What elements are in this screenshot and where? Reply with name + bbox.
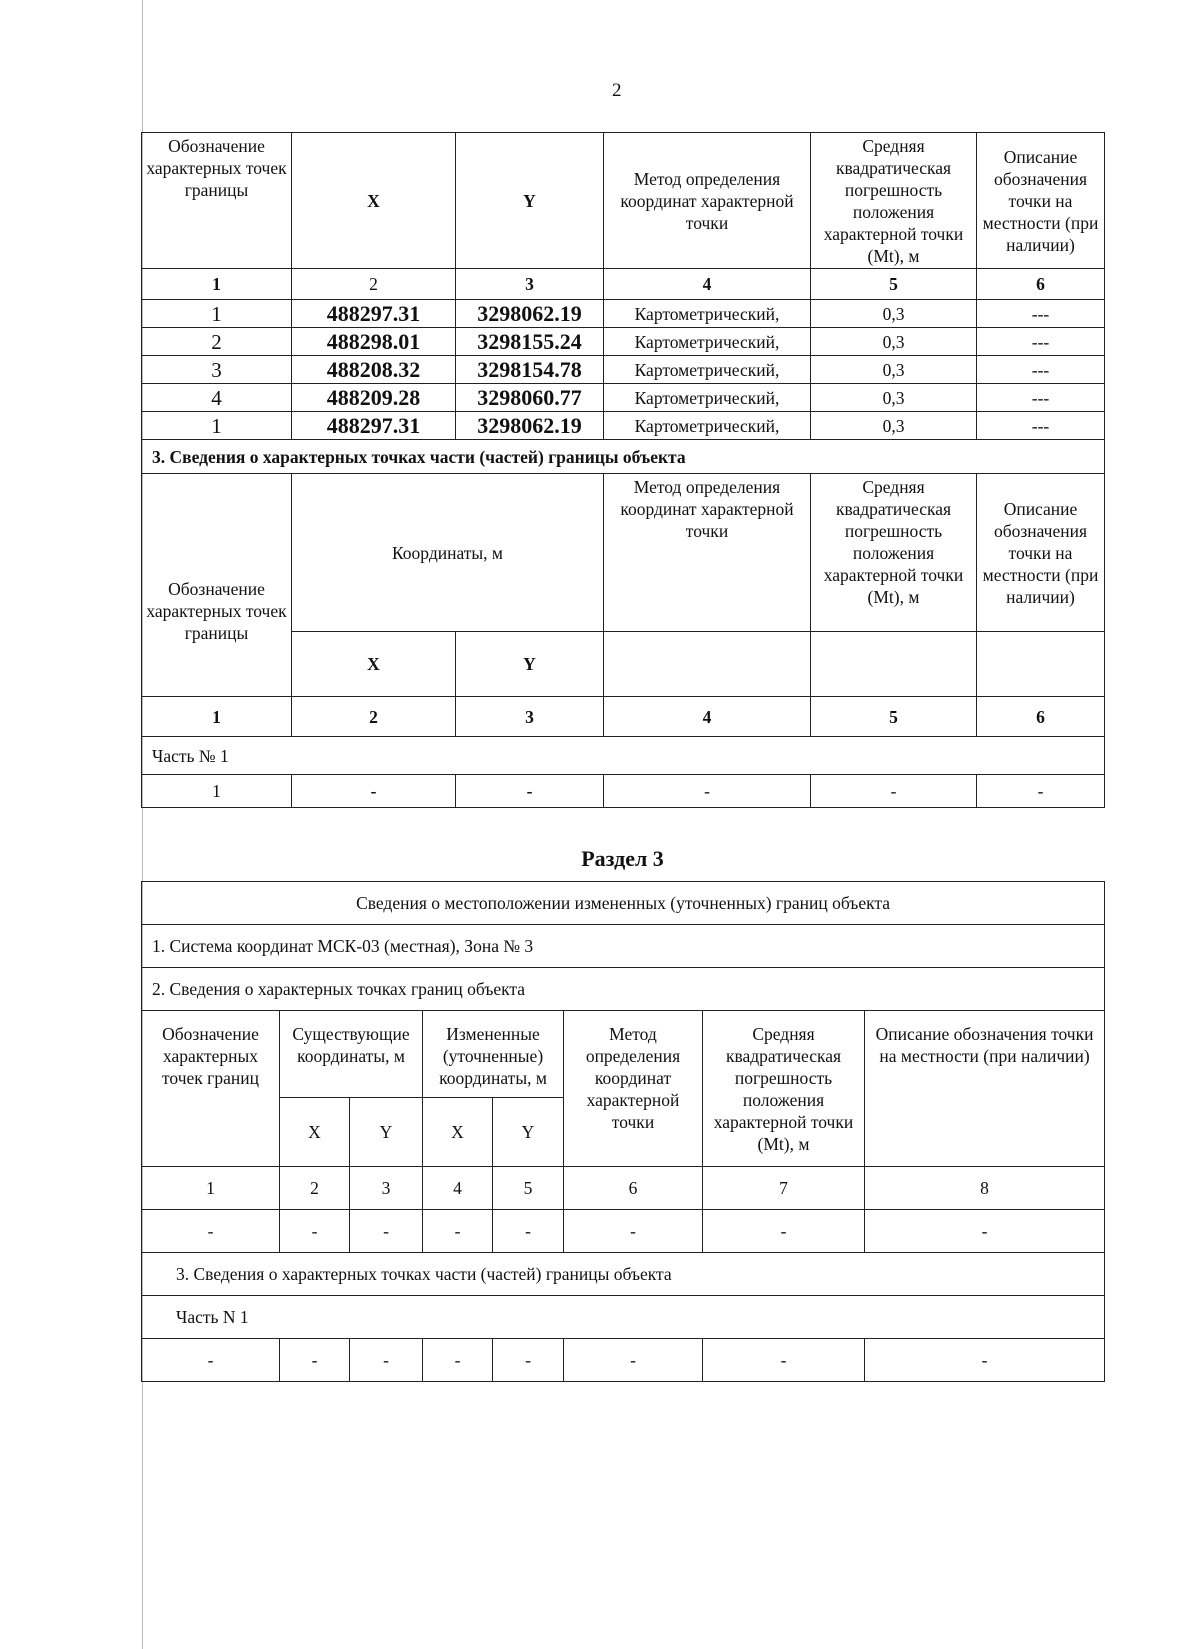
coord-y: 3298060.77: [456, 384, 604, 412]
parts-heading: 3. Сведения о характерных точках части (частей) границы объекта: [142, 1253, 1105, 1296]
coordinate-system: 1. Система координат МСК-03 (местная), Зона № 3: [142, 925, 1105, 968]
description: -: [977, 775, 1105, 808]
col-header-designation: Обозначение характерных точек границ: [142, 1011, 280, 1167]
column-number: 4: [604, 269, 811, 300]
col-header-method: Метод определения координат характерной точки: [604, 133, 811, 269]
table-row: [142, 1339, 1105, 1382]
table-cell: -: [703, 1339, 865, 1382]
column-numbers-row: [142, 269, 1105, 300]
col-header-coordinates: Координаты, м: [292, 474, 604, 632]
coord-y: 3298062.19: [456, 412, 604, 440]
table-row: [142, 356, 1105, 384]
table-cell: -: [865, 1210, 1105, 1253]
changed-boundaries-table: [141, 881, 1105, 1382]
col-header-y: Y: [493, 1098, 564, 1167]
col-header-description: Описание обозначения точки на местности (при наличии): [865, 1011, 1105, 1167]
coord-x: 488208.32: [292, 356, 456, 384]
col-header-description: Описание обозначения точки на местности (при наличии): [977, 474, 1105, 632]
col-header-method: Метод определения координат характерной точки: [604, 474, 811, 632]
point-number: 3: [142, 356, 292, 384]
column-number: 1: [142, 1167, 280, 1210]
section-3-parts-heading: 3. Сведения о характерных точках части (частей) границы объекта: [142, 440, 1105, 474]
table-row: [142, 412, 1105, 440]
column-numbers-row: [142, 697, 1105, 737]
col-header-x: X: [423, 1098, 493, 1167]
point-number: 1: [142, 300, 292, 328]
table-cell: -: [280, 1210, 350, 1253]
coord-x: 488298.01: [292, 328, 456, 356]
table-row: [142, 1210, 1105, 1253]
mt-value: 0,3: [811, 384, 977, 412]
table-cell: -: [350, 1210, 423, 1253]
col-header-existing-coords: Существующие координаты, м: [280, 1011, 423, 1098]
method: -: [604, 775, 811, 808]
description: ---: [977, 300, 1105, 328]
point-number: 1: [142, 775, 292, 808]
column-number: 8: [865, 1167, 1105, 1210]
point-number: 2: [142, 328, 292, 356]
table-cell: -: [423, 1339, 493, 1382]
table-row: [142, 300, 1105, 328]
table-cell: -: [423, 1210, 493, 1253]
col-header-x: X: [280, 1098, 350, 1167]
mt-value: 0,3: [811, 412, 977, 440]
column-number: 6: [977, 697, 1105, 737]
col-header-designation: Обозначение характерных точек границы: [142, 133, 292, 269]
col-header-description: Описание обозначения точки на местности (при наличии): [977, 133, 1105, 269]
coord-y: -: [456, 775, 604, 808]
empty-cell: [977, 632, 1105, 697]
col-header-y: Y: [350, 1098, 423, 1167]
table-cell: -: [493, 1339, 564, 1382]
col-header-x: X: [292, 632, 456, 697]
column-number: 5: [811, 697, 977, 737]
points-heading: 2. Сведения о характерных точках границ объекта: [142, 968, 1105, 1011]
section-title: Раздел 3: [581, 846, 664, 871]
col-header-changed-coords: Измененные (уточненные) координаты, м: [423, 1011, 564, 1098]
page-number: 2: [612, 80, 622, 101]
column-number: 6: [564, 1167, 703, 1210]
column-number: 2: [280, 1167, 350, 1210]
method: Картометрический,: [604, 412, 811, 440]
point-number: 4: [142, 384, 292, 412]
col-header-mt: Средняя квадратическая погрешность положения характерной точки (Mt), м: [703, 1011, 865, 1167]
col-header-y: Y: [456, 632, 604, 697]
coord-x: 488209.28: [292, 384, 456, 412]
table-cell: -: [564, 1210, 703, 1253]
boundary-points-table: [141, 132, 1105, 808]
col-header-y: Y: [456, 133, 604, 269]
mt-value: -: [811, 775, 977, 808]
description: ---: [977, 328, 1105, 356]
description: ---: [977, 384, 1105, 412]
empty-cell: [604, 632, 811, 697]
table-cell: -: [564, 1339, 703, 1382]
mt-value: 0,3: [811, 328, 977, 356]
table-cell: -: [142, 1210, 280, 1253]
table-cell: -: [350, 1339, 423, 1382]
table-row: [142, 328, 1105, 356]
table-row: [142, 384, 1105, 412]
column-number: 2: [292, 269, 456, 300]
column-number: 3: [456, 697, 604, 737]
description: ---: [977, 412, 1105, 440]
mt-value: 0,3: [811, 300, 977, 328]
column-number: 2: [292, 697, 456, 737]
mt-value: 0,3: [811, 356, 977, 384]
empty-cell: [811, 632, 977, 697]
coord-x: 488297.31: [292, 300, 456, 328]
coord-y: 3298155.24: [456, 328, 604, 356]
col-header-designation: Обозначение характерных точек границы: [142, 474, 292, 697]
method: Картометрический,: [604, 328, 811, 356]
column-number: 5: [493, 1167, 564, 1210]
table-cell: -: [142, 1339, 280, 1382]
col-header-mt: Средняя квадратическая погрешность положения характерной точки (Mt), м: [811, 133, 977, 269]
coord-y: 3298062.19: [456, 300, 604, 328]
method: Картометрический,: [604, 300, 811, 328]
column-numbers-row: [142, 1167, 1105, 1210]
table-cell: -: [280, 1339, 350, 1382]
col-header-method: Метод определения координат характерной точки: [564, 1011, 703, 1167]
column-number: 4: [423, 1167, 493, 1210]
column-number: 1: [142, 697, 292, 737]
column-number: 1: [142, 269, 292, 300]
coord-x: 488297.31: [292, 412, 456, 440]
point-number: 1: [142, 412, 292, 440]
table-row: [142, 775, 1105, 808]
method: Картометрический,: [604, 384, 811, 412]
method: Картометрический,: [604, 356, 811, 384]
coord-x: -: [292, 775, 456, 808]
column-number: 5: [811, 269, 977, 300]
part-label: Часть N 1: [142, 1296, 1105, 1339]
description: ---: [977, 356, 1105, 384]
col-header-mt: Средняя квадратическая погрешность положения характерной точки (Mt), м: [811, 474, 977, 632]
coord-y: 3298154.78: [456, 356, 604, 384]
section-subtitle: Сведения о местоположении измененных (уточненных) границ объекта: [142, 882, 1105, 925]
column-number: 3: [350, 1167, 423, 1210]
table-cell: -: [703, 1210, 865, 1253]
column-number: 7: [703, 1167, 865, 1210]
table-cell: -: [493, 1210, 564, 1253]
col-header-x: X: [292, 133, 456, 269]
part-label: Часть № 1: [142, 737, 1105, 775]
column-number: 6: [977, 269, 1105, 300]
column-number: 3: [456, 269, 604, 300]
column-number: 4: [604, 697, 811, 737]
table-cell: -: [865, 1339, 1105, 1382]
